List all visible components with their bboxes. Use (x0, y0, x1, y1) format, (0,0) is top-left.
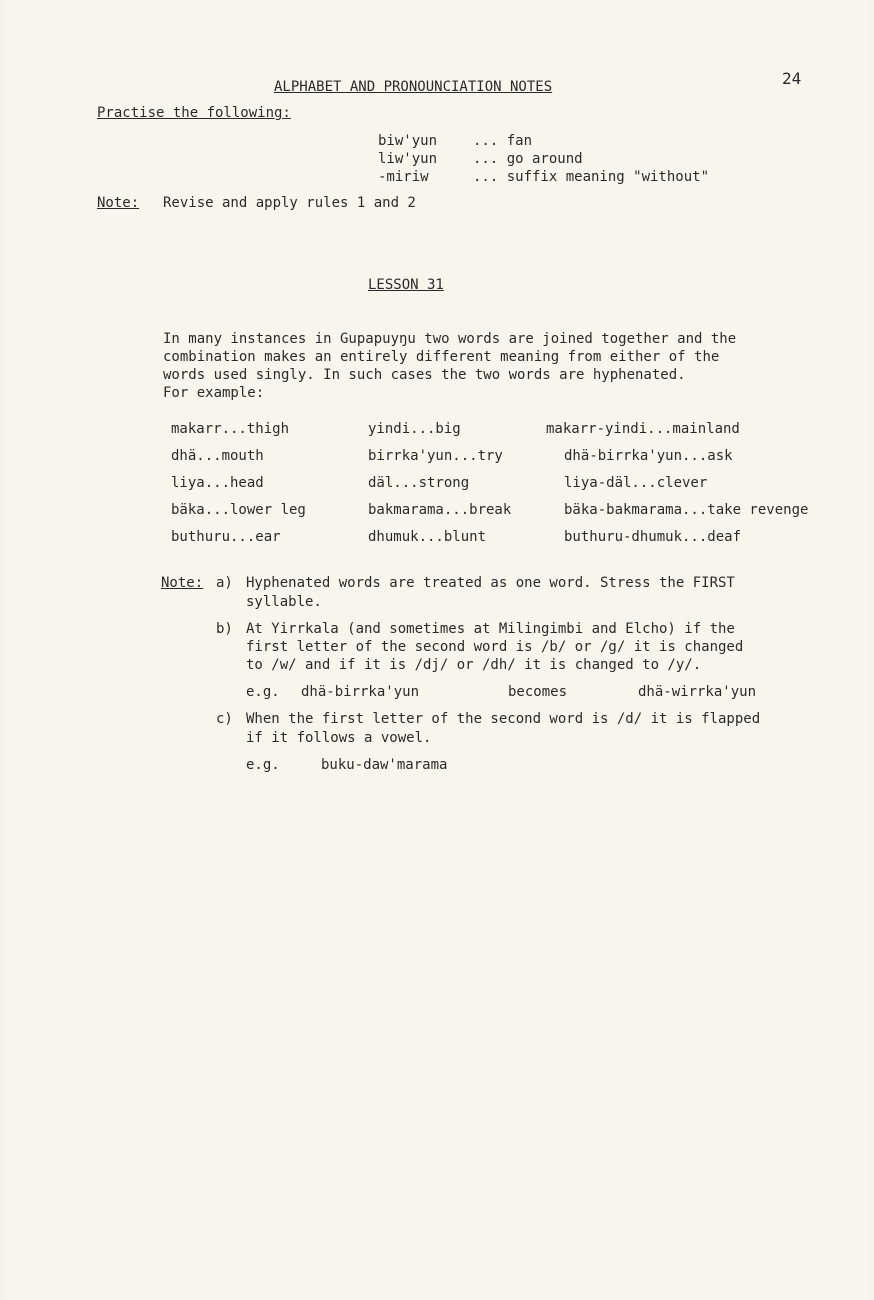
note-label: Note: (97, 195, 140, 211)
example-cell: dhä-birrka'yun...ask (564, 448, 733, 464)
example-cell: buthuru...ear (171, 529, 281, 545)
practise-heading: Practise the following: (97, 105, 291, 121)
example-cell: liya-däl...clever (564, 475, 708, 491)
example-cell: birrka'yun...try (368, 448, 503, 464)
note-c-line-1: When the first letter of the second word is /d/ it is flapped (246, 711, 761, 727)
note-b-line-3: to /w/ and if it is /dj/ or /dh/ it is changed to /y/. (246, 657, 702, 673)
note-c-word: buku-daw'marama (321, 757, 448, 773)
note-b-marker: b) (216, 621, 233, 637)
example-cell: makarr...thigh (171, 421, 290, 437)
practise-word-1: biw'yun (378, 133, 438, 149)
intro-line-1: In many instances in Gupapuyŋu two words are joined together and the (163, 331, 737, 347)
note-b-to: dhä-wirrka'yun (638, 684, 757, 700)
practise-meaning-2: ... go around (473, 151, 583, 167)
note-b-line-2: first letter of the second word is /b/ or /g/ it is changed (246, 639, 744, 655)
intro-line-2: combination makes an entirely different meaning from either of the (163, 349, 720, 365)
note-b-line-1: At Yirrkala (and sometimes at Milingimbi and Elcho) if the (246, 621, 735, 637)
example-cell: bäka...lower leg (171, 502, 306, 518)
note-c-eg: e.g. (246, 757, 280, 773)
example-cell: buthuru-dhumuk...deaf (564, 529, 742, 545)
note-a-line-2: syllable. (246, 594, 322, 610)
practise-meaning-1: ... fan (473, 133, 533, 149)
example-cell: däl...strong (368, 475, 470, 491)
note-text: Revise and apply rules 1 and 2 (163, 195, 416, 211)
practise-word-3: -miriw (378, 169, 429, 185)
example-cell: dhä...mouth (171, 448, 264, 464)
example-cell: dhumuk...blunt (368, 529, 487, 545)
example-cell: makarr-yindi...mainland (546, 421, 740, 437)
intro-line-3: words used singly. In such cases the two words are hyphenated. (163, 367, 686, 383)
note-b-eg: e.g. (246, 684, 280, 700)
example-cell: bäka-bakmarama...take revenge (564, 502, 809, 518)
lesson-title: LESSON 31 (368, 277, 444, 293)
note-c-line-2: if it follows a vowel. (246, 730, 432, 746)
document-page (6, 0, 868, 1300)
note-b-from: dhä-birrka'yun (301, 684, 420, 700)
example-cell: bakmarama...break (368, 502, 512, 518)
practise-meaning-3: ... suffix meaning "without" (473, 169, 710, 185)
example-cell: yindi...big (368, 421, 461, 437)
note-b-becomes: becomes (508, 684, 568, 700)
note-a-marker: a) (216, 575, 233, 591)
note-a-line-1: Hyphenated words are treated as one word. Stress the FIRST (246, 575, 735, 591)
intro-line-4: For example: (163, 385, 265, 401)
example-cell: liya...head (171, 475, 264, 491)
notes-label: Note: (161, 575, 204, 591)
note-c-marker: c) (216, 711, 233, 727)
page-title: ALPHABET AND PRONOUNCIATION NOTES (274, 79, 553, 95)
page-number: 24 (782, 69, 802, 88)
practise-word-2: liw'yun (378, 151, 438, 167)
